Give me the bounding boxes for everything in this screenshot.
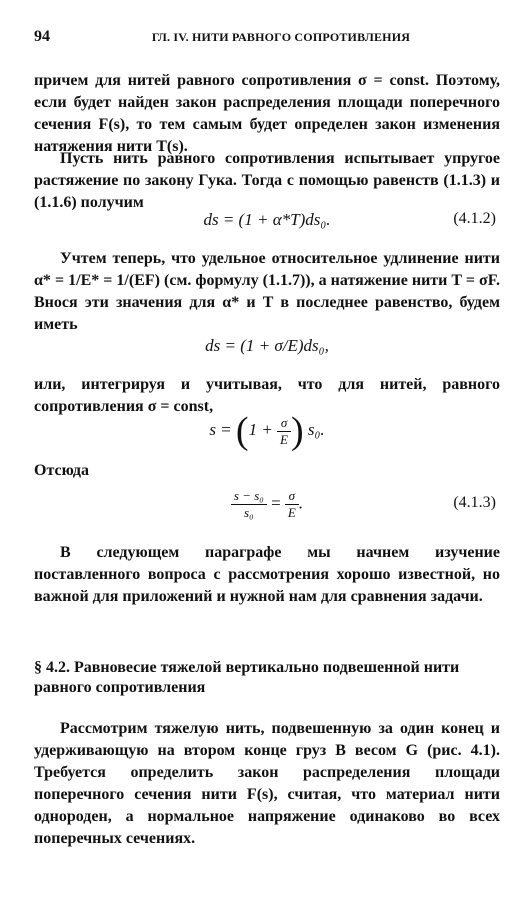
equation-unnumbered-1-body: ds = (1 + σ/E)ds₀,: [205, 336, 329, 355]
equation-4-1-3: [34, 488, 500, 532]
eq4-left-denominator: s₀: [231, 504, 267, 521]
equation-4-1-2-label: (4.1.2): [453, 210, 496, 227]
eq3-right-paren: ): [291, 410, 304, 452]
eq4-left-fraction: [231, 488, 267, 521]
eq4-left-numerator: s − s₀: [233, 488, 264, 503]
eq3-one: 1 +: [248, 419, 273, 439]
eq3-fraction-denominator: E: [277, 431, 291, 448]
eq3-rhs: s₀.: [307, 419, 325, 439]
paragraph-2: Пусть нить равного сопротивления испытывает упругое растяжение по закону Гука. Тогда с помощью равенств (1.1.3) и (1.1.6) получим: [34, 150, 500, 211]
paragraph-3: Учтем теперь, что удельное относительное удлинение нити α* = 1/E* = 1/(EF) (см. формулу (1.1.7)), а натяжение нити T = σF. Внося эти значения для α* и T в последнее равенство, будем иметь: [34, 250, 500, 333]
running-title: ГЛ. IV. НИТИ РАВНОГО СОПРОТИВЛЕНИЯ: [151, 30, 411, 44]
equation-unnumbered-1: [34, 336, 500, 366]
paragraph-6: В следующем параграфе мы начнем изучение поставленного вопроса с рассмотрения хорошо известной, но важной для приложений и нужной нам для сравнения задачи.: [34, 544, 500, 605]
eq4-right-denominator: E: [285, 504, 299, 521]
paragraph-7: Рассмотрим тяжелую нить, подвешенную за один конец и удерживающую на втором конце груз B весом G (рис. 4.1). Требуется определить закон распределения площади поперечного сечения нити F(s), считая, что материал нити однороден, а нормальное напряжение одинаково во всех поперечных сечениях.: [34, 720, 500, 847]
eq3-left-paren: (: [235, 410, 249, 452]
equation-4-1-3-body: [34, 488, 500, 521]
eq4-equals: =: [271, 493, 281, 513]
eq4-right-fraction: [285, 488, 299, 521]
page-header: [34, 28, 498, 50]
section-heading: § 4.2. Равновесие тяжелой вертикально подвешенной нити равного сопротивления: [34, 659, 460, 696]
paragraph-1: причем для нитей равного сопротивления σ = const. Поэтому, если будет найден закон распределения площади поперечного сечения F(s), то тем самым будет определен закон изменения натяжения нити T(s).: [34, 72, 500, 155]
equation-unnumbered-2-body: [34, 412, 500, 450]
equation-4-1-3-label: (4.1.3): [453, 494, 496, 511]
equation-4-1-2-body: ds = (1 + α*T)ds₀.: [203, 210, 331, 229]
eq4-period: .: [298, 493, 304, 513]
equation-4-1-2: [34, 210, 500, 240]
eq3-fraction-numerator: σ: [280, 414, 288, 430]
equation-unnumbered-2: [34, 412, 500, 456]
eq4-right-numerator: σ: [288, 488, 296, 503]
eq3-lhs: s =: [209, 419, 232, 439]
page-number: 94: [34, 28, 50, 45]
eq3-fraction: [277, 415, 291, 448]
paragraph-5: Отсюда: [34, 462, 90, 479]
paragraph-4: или, интегрируя и учитывая, что для нитей, равного сопротивления σ = const,: [34, 376, 500, 415]
